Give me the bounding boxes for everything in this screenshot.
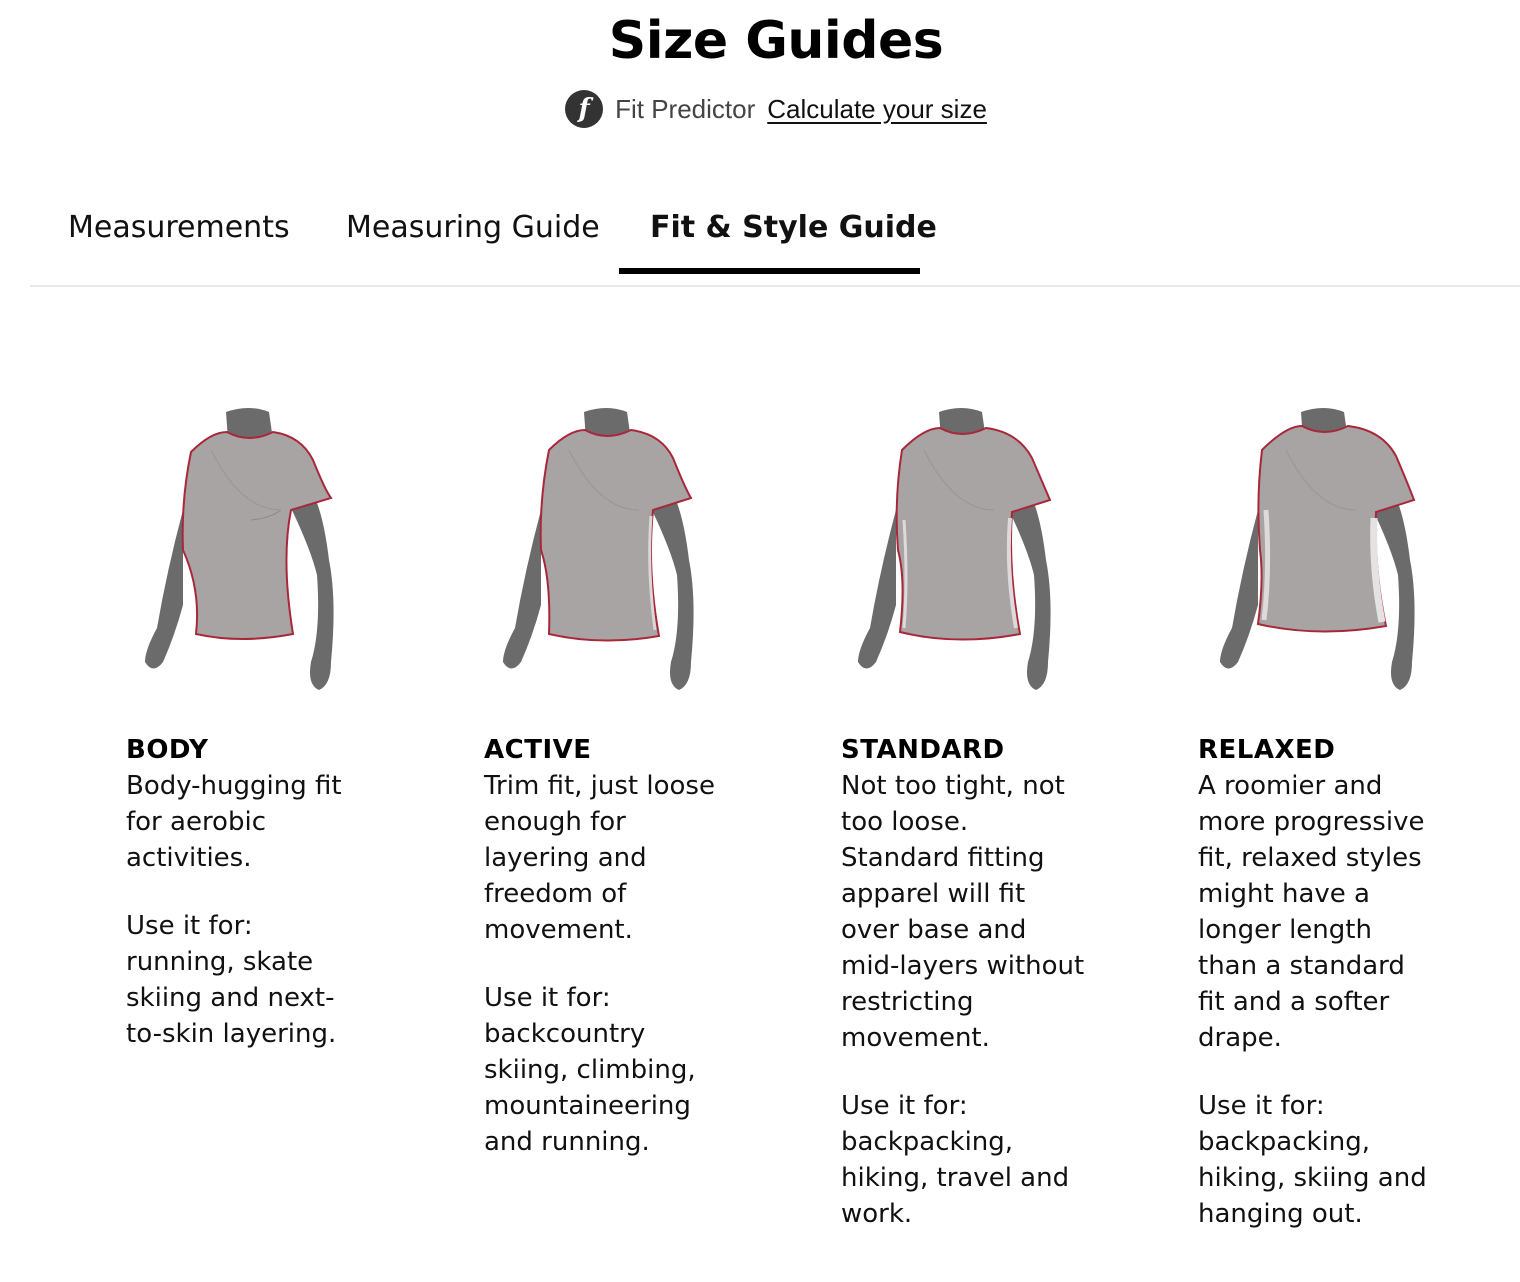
tab-measuring-guide[interactable]: Measuring Guide <box>346 210 600 245</box>
page-title: Size Guides <box>608 11 944 71</box>
active-fit-shirt-icon <box>489 400 729 700</box>
fit-description <box>841 768 1086 1264</box>
fit-description <box>1198 768 1438 1264</box>
tab-fit-style-guide[interactable]: Fit & Style Guide <box>650 210 937 245</box>
fit-use-for-text: Use it for: backcountry skiing, climbing, mountaineering and running. <box>484 983 696 1157</box>
fit-predictor-label: Fit Predictor <box>615 93 756 124</box>
size-guide-tabs <box>30 190 1520 287</box>
fit-predictor-row <box>0 88 1520 130</box>
body-fit-shirt-icon <box>131 400 371 700</box>
fit-description <box>484 768 724 1192</box>
active-tab-indicator <box>619 268 920 274</box>
fit-description-text: Body-hugging fit for aerobic activities. <box>126 771 342 873</box>
calculate-size-link[interactable]: Calculate your size <box>767 93 987 124</box>
fit-use-for-text: Use it for: backpacking, hiking, travel and work. <box>841 1091 1070 1229</box>
fit-description-text: A roomier and more progressive fit, relaxed styles might have a longer length than a standard fit and a softer drape. <box>1198 771 1425 1053</box>
fit-name: BODY <box>126 735 209 765</box>
fit-use-for-text: Use it for: backpacking, hiking, skiing and hanging out. <box>1198 1091 1427 1229</box>
tab-measurements[interactable]: Measurements <box>68 210 290 245</box>
fit-description-text: Trim fit, just loose enough for layering and freedom of movement. <box>484 771 715 945</box>
fit-use-for-text: Use it for: running, skate skiing and next-to-skin layering. <box>126 911 337 1049</box>
fit-name: ACTIVE <box>484 735 592 765</box>
fit-name: STANDARD <box>841 735 1005 765</box>
fit-name: RELAXED <box>1198 735 1336 765</box>
standard-fit-shirt-icon <box>844 400 1084 700</box>
relaxed-fit-shirt-icon <box>1206 400 1446 700</box>
fit-description <box>126 768 366 1084</box>
fit-description-text: Not too tight, not too loose. Standard fitting apparel will fit over base and mid-layers without restricting movement. <box>841 771 1085 1053</box>
fit-predictor-logo-icon: f <box>565 90 603 128</box>
